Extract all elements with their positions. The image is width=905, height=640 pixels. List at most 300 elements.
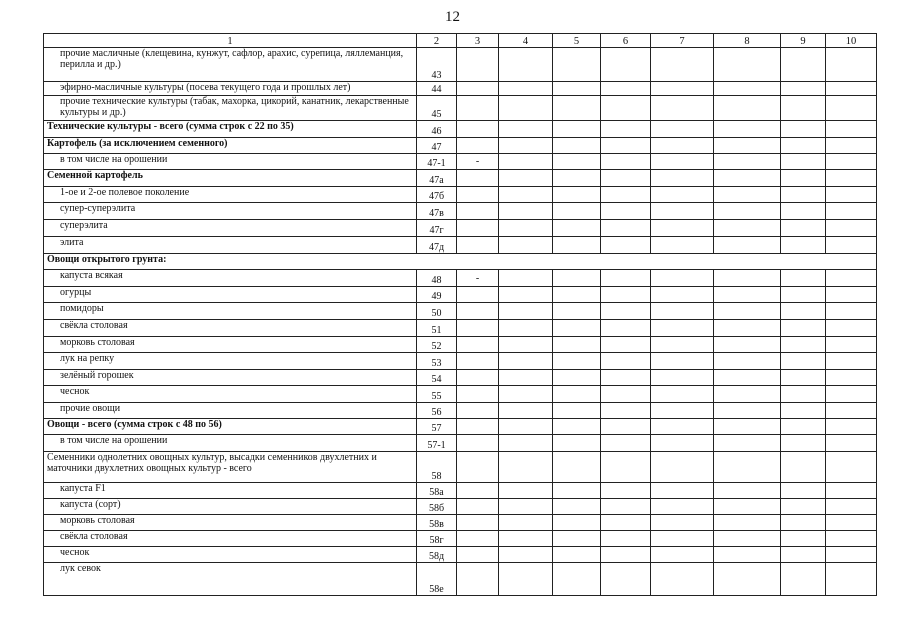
value-cell[interactable]	[499, 435, 553, 452]
header-cell: 1	[44, 34, 417, 48]
value-cell[interactable]	[499, 48, 553, 82]
value-cell[interactable]	[714, 287, 781, 303]
value-cell[interactable]	[651, 499, 714, 515]
value-cell[interactable]	[457, 499, 499, 515]
value-cell[interactable]	[601, 154, 651, 170]
value-cell[interactable]	[714, 82, 781, 96]
row-label: Овощи открытого грунта:	[44, 254, 877, 270]
value-cell[interactable]	[553, 419, 601, 435]
value-cell[interactable]	[826, 203, 877, 220]
value-cell[interactable]	[457, 370, 499, 386]
value-cell[interactable]	[601, 48, 651, 82]
value-cell[interactable]	[651, 220, 714, 237]
value-cell[interactable]	[499, 138, 553, 154]
row-code: 51	[417, 320, 457, 337]
value-cell[interactable]	[714, 435, 781, 452]
value-cell[interactable]	[826, 386, 877, 403]
value-cell[interactable]	[553, 96, 601, 121]
value-cell[interactable]	[601, 370, 651, 386]
value-cell[interactable]	[499, 515, 553, 531]
value-cell[interactable]	[781, 563, 826, 596]
table-row	[44, 563, 877, 596]
value-cell[interactable]	[826, 138, 877, 154]
value-cell[interactable]	[651, 187, 714, 203]
value-cell[interactable]	[553, 353, 601, 370]
value-cell[interactable]	[499, 386, 553, 403]
value-cell[interactable]	[714, 547, 781, 563]
value-cell[interactable]	[714, 220, 781, 237]
value-cell[interactable]	[457, 287, 499, 303]
value-cell[interactable]	[601, 515, 651, 531]
value-cell[interactable]	[651, 563, 714, 596]
value-cell[interactable]	[499, 483, 553, 499]
value-cell[interactable]	[826, 154, 877, 170]
row-code: 47б	[417, 187, 457, 203]
value-cell[interactable]	[651, 435, 714, 452]
value-cell[interactable]	[457, 563, 499, 596]
row-code: 58е	[417, 563, 457, 596]
row-label: морковь столовая	[44, 515, 417, 531]
header-cell: 3	[457, 34, 499, 48]
value-cell[interactable]	[651, 237, 714, 254]
row-code: 50	[417, 303, 457, 320]
value-cell[interactable]	[826, 320, 877, 337]
value-cell[interactable]	[781, 82, 826, 96]
table-row	[44, 48, 877, 82]
value-cell[interactable]	[826, 82, 877, 96]
value-cell[interactable]	[826, 121, 877, 138]
value-cell[interactable]	[651, 121, 714, 138]
value-cell[interactable]	[553, 187, 601, 203]
value-cell[interactable]	[499, 531, 553, 547]
row-label: в том числе на орошении	[44, 435, 417, 452]
row-code: 58	[417, 452, 457, 483]
value-cell[interactable]	[781, 499, 826, 515]
value-cell[interactable]	[457, 170, 499, 187]
value-cell[interactable]	[781, 48, 826, 82]
row-code: 43	[417, 48, 457, 82]
value-cell[interactable]	[601, 337, 651, 353]
value-cell[interactable]	[457, 203, 499, 220]
value-cell[interactable]	[499, 337, 553, 353]
value-cell[interactable]	[781, 452, 826, 483]
row-code: 58а	[417, 483, 457, 499]
row-label: помидоры	[44, 303, 417, 320]
value-cell[interactable]	[499, 96, 553, 121]
value-cell[interactable]	[553, 547, 601, 563]
value-cell[interactable]	[714, 96, 781, 121]
row-code: 47г	[417, 220, 457, 237]
value-cell[interactable]	[714, 303, 781, 320]
value-cell[interactable]	[826, 483, 877, 499]
value-cell[interactable]	[826, 499, 877, 515]
table-row	[44, 82, 877, 96]
table-row	[44, 419, 877, 435]
value-cell[interactable]	[651, 370, 714, 386]
value-cell[interactable]	[651, 452, 714, 483]
value-cell[interactable]	[553, 483, 601, 499]
value-cell[interactable]	[553, 337, 601, 353]
value-cell[interactable]	[499, 203, 553, 220]
header-cell: 2	[417, 34, 457, 48]
table-row	[44, 187, 877, 203]
value-cell[interactable]	[553, 82, 601, 96]
table-row	[44, 547, 877, 563]
value-cell[interactable]	[781, 303, 826, 320]
value-cell[interactable]	[499, 353, 553, 370]
value-cell[interactable]	[457, 403, 499, 419]
value-cell[interactable]	[651, 138, 714, 154]
row-code: 58в	[417, 515, 457, 531]
value-cell[interactable]	[601, 203, 651, 220]
value-cell[interactable]	[651, 483, 714, 499]
value-cell[interactable]	[714, 419, 781, 435]
value-cell[interactable]	[457, 386, 499, 403]
value-cell[interactable]	[651, 270, 714, 287]
value-cell[interactable]	[826, 515, 877, 531]
table-row	[44, 237, 877, 254]
value-cell[interactable]	[457, 237, 499, 254]
value-cell[interactable]	[457, 531, 499, 547]
value-cell[interactable]	[651, 337, 714, 353]
value-cell[interactable]	[781, 203, 826, 220]
value-cell[interactable]	[781, 287, 826, 303]
value-cell[interactable]: -	[457, 154, 499, 170]
value-cell[interactable]	[499, 563, 553, 596]
row-label: лук севок	[44, 563, 417, 596]
row-code: 48	[417, 270, 457, 287]
table-row	[44, 452, 877, 483]
value-cell[interactable]	[714, 48, 781, 82]
value-cell[interactable]	[826, 370, 877, 386]
value-cell[interactable]	[457, 187, 499, 203]
value-cell[interactable]	[714, 452, 781, 483]
value-cell[interactable]	[826, 303, 877, 320]
value-cell[interactable]	[651, 531, 714, 547]
row-code: 54	[417, 370, 457, 386]
value-cell[interactable]	[781, 547, 826, 563]
header-cell: 9	[781, 34, 826, 48]
value-cell[interactable]	[553, 220, 601, 237]
value-cell[interactable]	[714, 337, 781, 353]
value-cell[interactable]	[651, 303, 714, 320]
table-row	[44, 403, 877, 419]
value-cell[interactable]	[651, 403, 714, 419]
value-cell[interactable]	[714, 499, 781, 515]
value-cell[interactable]	[781, 435, 826, 452]
value-cell[interactable]	[601, 187, 651, 203]
value-cell[interactable]	[553, 531, 601, 547]
value-cell[interactable]	[553, 48, 601, 82]
form-table	[43, 33, 877, 596]
row-label: зелёный горошек	[44, 370, 417, 386]
value-cell[interactable]	[601, 220, 651, 237]
value-cell[interactable]	[651, 287, 714, 303]
value-cell[interactable]	[826, 287, 877, 303]
value-cell[interactable]	[457, 483, 499, 499]
value-cell[interactable]	[601, 138, 651, 154]
value-cell[interactable]	[553, 320, 601, 337]
value-cell[interactable]	[826, 547, 877, 563]
value-cell[interactable]	[826, 187, 877, 203]
value-cell[interactable]	[499, 170, 553, 187]
value-cell[interactable]	[826, 48, 877, 82]
value-cell[interactable]	[601, 353, 651, 370]
value-cell[interactable]	[826, 170, 877, 187]
value-cell[interactable]	[499, 370, 553, 386]
value-cell[interactable]	[499, 270, 553, 287]
value-cell[interactable]	[499, 499, 553, 515]
value-cell[interactable]	[499, 287, 553, 303]
value-cell[interactable]	[826, 220, 877, 237]
value-cell[interactable]	[826, 353, 877, 370]
value-cell[interactable]	[601, 237, 651, 254]
value-cell[interactable]	[457, 320, 499, 337]
value-cell[interactable]	[553, 370, 601, 386]
value-cell[interactable]	[714, 515, 781, 531]
value-cell[interactable]	[651, 48, 714, 82]
value-cell[interactable]	[601, 320, 651, 337]
value-cell[interactable]	[499, 403, 553, 419]
value-cell[interactable]	[651, 419, 714, 435]
table-row	[44, 499, 877, 515]
table-row	[44, 138, 877, 154]
value-cell[interactable]	[714, 531, 781, 547]
value-cell[interactable]	[457, 138, 499, 154]
header-row	[44, 34, 877, 48]
value-cell[interactable]	[553, 170, 601, 187]
value-cell[interactable]	[553, 154, 601, 170]
value-cell[interactable]	[651, 82, 714, 96]
value-cell[interactable]	[601, 483, 651, 499]
row-label: капуста F1	[44, 483, 417, 499]
value-cell[interactable]	[601, 270, 651, 287]
value-cell[interactable]	[781, 187, 826, 203]
value-cell[interactable]	[553, 386, 601, 403]
row-label: свёкла столовая	[44, 320, 417, 337]
value-cell[interactable]	[457, 547, 499, 563]
value-cell[interactable]	[499, 154, 553, 170]
row-code: 47в	[417, 203, 457, 220]
value-cell[interactable]	[781, 337, 826, 353]
value-cell[interactable]	[553, 499, 601, 515]
value-cell[interactable]	[826, 452, 877, 483]
row-label: прочие масличные (клещевина, кунжут, сафлор, арахис, сурепица, ляллеманция, перилла и др.)	[44, 48, 417, 82]
row-code: 57	[417, 419, 457, 435]
value-cell[interactable]	[826, 270, 877, 287]
value-cell[interactable]	[781, 483, 826, 499]
value-cell[interactable]	[826, 337, 877, 353]
value-cell[interactable]	[781, 121, 826, 138]
value-cell[interactable]	[499, 220, 553, 237]
row-code: 47а	[417, 170, 457, 187]
value-cell[interactable]	[553, 563, 601, 596]
value-cell[interactable]	[781, 403, 826, 419]
value-cell[interactable]	[499, 121, 553, 138]
table-row	[44, 154, 877, 170]
value-cell[interactable]	[601, 531, 651, 547]
value-cell[interactable]	[553, 452, 601, 483]
value-cell[interactable]	[651, 515, 714, 531]
value-cell[interactable]	[714, 138, 781, 154]
row-code: 57-1	[417, 435, 457, 452]
row-label: морковь столовая	[44, 337, 417, 353]
row-label: в том числе на орошении	[44, 154, 417, 170]
value-cell[interactable]	[781, 320, 826, 337]
value-cell[interactable]	[601, 452, 651, 483]
value-cell[interactable]	[714, 563, 781, 596]
value-cell[interactable]	[601, 419, 651, 435]
value-cell[interactable]	[457, 96, 499, 121]
value-cell[interactable]	[457, 515, 499, 531]
page-number: 12	[445, 9, 460, 25]
row-label: Семенники однолетних овощных культур, высадки семенников двухлетних и маточники двухлетних овощных культур - всего	[44, 452, 417, 483]
value-cell[interactable]	[651, 320, 714, 337]
value-cell[interactable]	[781, 237, 826, 254]
value-cell[interactable]	[714, 270, 781, 287]
table-row	[44, 483, 877, 499]
value-cell[interactable]	[781, 154, 826, 170]
value-cell[interactable]	[499, 303, 553, 320]
value-cell[interactable]	[781, 96, 826, 121]
value-cell[interactable]	[601, 121, 651, 138]
value-cell[interactable]	[553, 138, 601, 154]
row-label: Картофель (за исключением семенного)	[44, 138, 417, 154]
row-code: 56	[417, 403, 457, 419]
value-cell[interactable]	[553, 270, 601, 287]
value-cell[interactable]	[714, 386, 781, 403]
value-cell[interactable]	[601, 435, 651, 452]
value-cell[interactable]	[826, 403, 877, 419]
value-cell[interactable]	[651, 96, 714, 121]
table-row	[44, 435, 877, 452]
value-cell[interactable]	[781, 138, 826, 154]
value-cell[interactable]	[601, 303, 651, 320]
row-code: 45	[417, 96, 457, 121]
value-cell[interactable]	[781, 170, 826, 187]
value-cell[interactable]	[553, 303, 601, 320]
value-cell[interactable]	[714, 370, 781, 386]
value-cell[interactable]	[499, 187, 553, 203]
value-cell[interactable]	[781, 531, 826, 547]
value-cell[interactable]	[553, 435, 601, 452]
value-cell[interactable]	[601, 287, 651, 303]
value-cell[interactable]	[826, 96, 877, 121]
value-cell[interactable]	[553, 237, 601, 254]
value-cell[interactable]	[826, 419, 877, 435]
value-cell[interactable]	[457, 337, 499, 353]
value-cell[interactable]: -	[457, 270, 499, 287]
value-cell[interactable]	[651, 386, 714, 403]
value-cell[interactable]	[651, 353, 714, 370]
value-cell[interactable]	[601, 170, 651, 187]
value-cell[interactable]	[826, 531, 877, 547]
value-cell[interactable]	[781, 386, 826, 403]
table-row	[44, 254, 877, 270]
value-cell[interactable]	[553, 287, 601, 303]
value-cell[interactable]	[457, 452, 499, 483]
header-cell: 10	[826, 34, 877, 48]
value-cell[interactable]	[714, 403, 781, 419]
table-row	[44, 170, 877, 187]
value-cell[interactable]	[457, 419, 499, 435]
value-cell[interactable]	[781, 270, 826, 287]
value-cell[interactable]	[601, 386, 651, 403]
value-cell[interactable]	[457, 220, 499, 237]
value-cell[interactable]	[457, 303, 499, 320]
value-cell[interactable]	[651, 154, 714, 170]
value-cell[interactable]	[714, 483, 781, 499]
value-cell[interactable]	[651, 170, 714, 187]
value-cell[interactable]	[601, 547, 651, 563]
header-cell: 4	[499, 34, 553, 48]
value-cell[interactable]	[714, 353, 781, 370]
value-cell[interactable]	[601, 82, 651, 96]
value-cell[interactable]	[781, 353, 826, 370]
value-cell[interactable]	[714, 187, 781, 203]
value-cell[interactable]	[457, 121, 499, 138]
value-cell[interactable]	[601, 499, 651, 515]
value-cell[interactable]	[601, 403, 651, 419]
value-cell[interactable]	[601, 96, 651, 121]
value-cell[interactable]	[714, 320, 781, 337]
row-label: 1-ое и 2-ое полевое поколение	[44, 187, 417, 203]
table-row	[44, 515, 877, 531]
value-cell[interactable]	[781, 220, 826, 237]
value-cell[interactable]	[499, 419, 553, 435]
value-cell[interactable]	[651, 547, 714, 563]
value-cell[interactable]	[499, 82, 553, 96]
value-cell[interactable]	[781, 515, 826, 531]
row-code: 49	[417, 287, 457, 303]
row-code: 47д	[417, 237, 457, 254]
value-cell[interactable]	[457, 82, 499, 96]
value-cell[interactable]	[826, 563, 877, 596]
value-cell[interactable]	[457, 48, 499, 82]
header-cell: 7	[651, 34, 714, 48]
value-cell[interactable]	[553, 203, 601, 220]
row-label: Овощи - всего (сумма строк с 48 по 56)	[44, 419, 417, 435]
value-cell[interactable]	[651, 203, 714, 220]
value-cell[interactable]	[499, 320, 553, 337]
value-cell[interactable]	[499, 547, 553, 563]
row-label: лук на репку	[44, 353, 417, 370]
value-cell[interactable]	[714, 121, 781, 138]
value-cell[interactable]	[553, 403, 601, 419]
row-label: эфирно-масличные культуры (посева текущего года и прошлых лет)	[44, 82, 417, 96]
value-cell[interactable]	[601, 563, 651, 596]
value-cell[interactable]	[826, 237, 877, 254]
value-cell[interactable]	[499, 452, 553, 483]
value-cell[interactable]	[714, 170, 781, 187]
value-cell[interactable]	[826, 435, 877, 452]
value-cell[interactable]	[457, 435, 499, 452]
table-row	[44, 370, 877, 386]
value-cell[interactable]	[553, 121, 601, 138]
value-cell[interactable]	[457, 353, 499, 370]
row-label: капуста всякая	[44, 270, 417, 287]
table-row	[44, 203, 877, 220]
value-cell[interactable]	[714, 203, 781, 220]
table-row	[44, 337, 877, 353]
value-cell[interactable]	[781, 419, 826, 435]
value-cell[interactable]	[714, 237, 781, 254]
value-cell[interactable]	[553, 515, 601, 531]
value-cell[interactable]	[714, 154, 781, 170]
value-cell[interactable]	[781, 370, 826, 386]
table-row	[44, 303, 877, 320]
value-cell[interactable]	[499, 237, 553, 254]
